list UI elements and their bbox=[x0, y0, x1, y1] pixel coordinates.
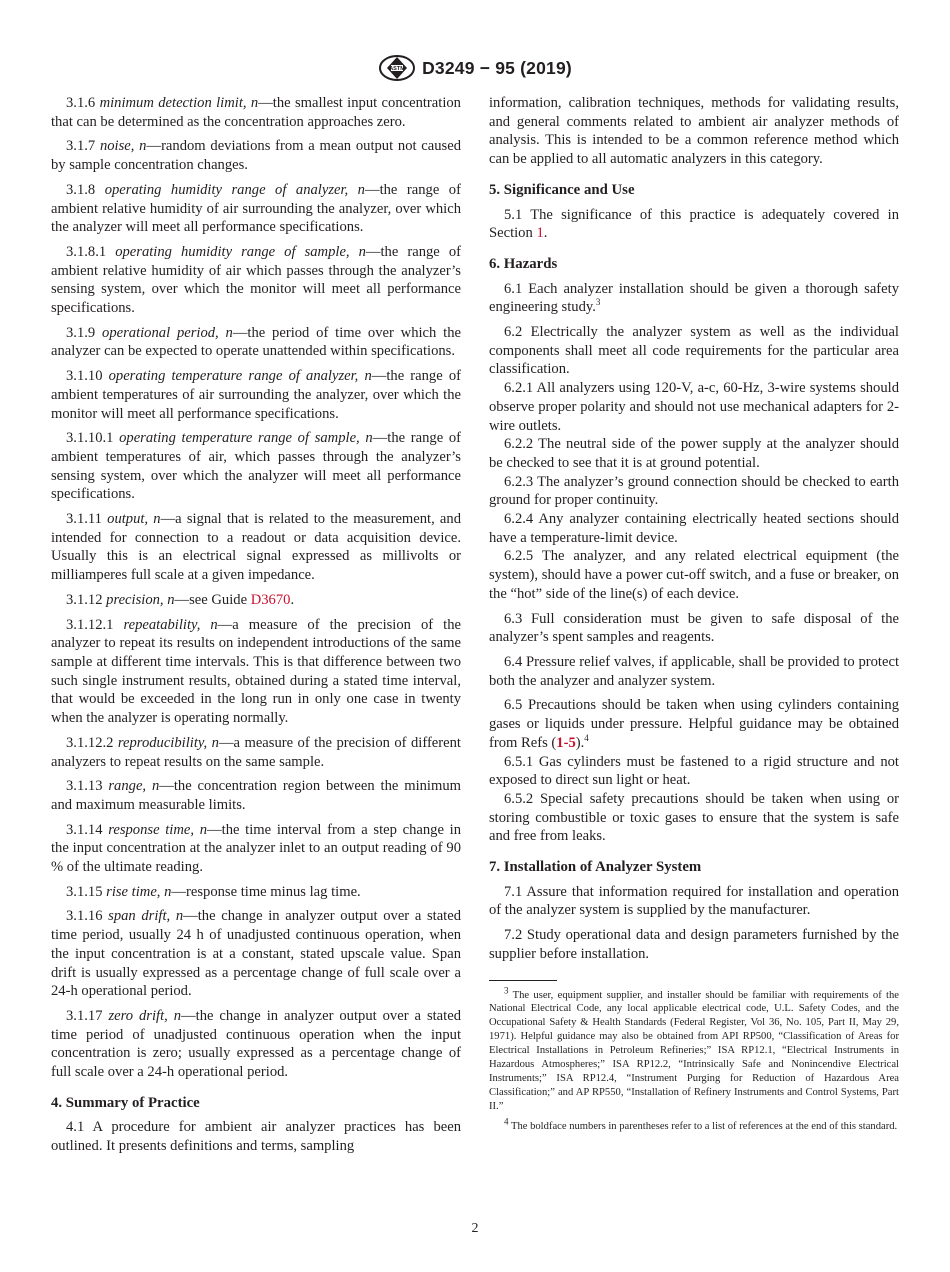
paragraph-text: —the concentration region between the minimum and maximum measurable limits. bbox=[51, 778, 461, 813]
paragraph bbox=[489, 696, 899, 752]
paragraph-text-end: ). bbox=[575, 734, 585, 751]
clause-number: 3.1.7 bbox=[66, 138, 96, 155]
svg-text:ASTM: ASTM bbox=[389, 66, 405, 72]
section-heading: 7. Installation of Analyzer System bbox=[489, 859, 702, 876]
clause-number: 3.1.8 bbox=[66, 181, 96, 198]
paragraph bbox=[489, 610, 899, 647]
defined-term: response time, n bbox=[108, 821, 208, 838]
definition-paragraph bbox=[51, 777, 461, 814]
paragraph bbox=[489, 323, 899, 379]
definition-paragraph bbox=[51, 591, 461, 610]
paragraph-text: 6.2.5 The analyzer, and any related electrical equipment (the system), should have a power cut-off switch, and a fuse or breaker, on the “hot” side of the line(s) of each device. bbox=[489, 548, 899, 602]
defined-term: operating humidity range of analyzer, n bbox=[104, 181, 365, 198]
paragraph-text: 6.5 Precautions should be taken when using cylinders containing gases or liquids under pressure. Helpful guidance may be obtained from Refs ( bbox=[489, 697, 899, 751]
paragraph-text: 6.2.1 All analyzers using 120-V, a-c, 60-Hz, 3-wire systems should observe proper polarity and should not use mechanical adapters for 2-wire outlets. bbox=[489, 380, 899, 434]
paragraph bbox=[489, 280, 899, 317]
defined-term: output, n bbox=[107, 511, 161, 528]
definition-paragraph bbox=[51, 616, 461, 728]
paragraph-text: 4.1 A procedure for ambient air analyzer practices has been outlined. It presents definitions and terms, sampling bbox=[51, 1119, 461, 1155]
definition-paragraph bbox=[51, 510, 461, 585]
paragraph-text: —random deviations from a mean output not caused by sample concentration changes. bbox=[51, 138, 462, 174]
defined-term: operational period, n bbox=[102, 324, 233, 341]
cross-reference-link[interactable]: D3670 bbox=[250, 591, 291, 608]
section-heading: 4. Summary of Practice bbox=[51, 1094, 200, 1111]
footnote-divider bbox=[489, 980, 557, 981]
clause-number: 3.1.17 bbox=[66, 1007, 103, 1024]
paragraph-text: —a measure of the precision of different analyzers to repeat results on the same sample. bbox=[51, 734, 461, 770]
defined-term: repeatability, n bbox=[123, 616, 218, 633]
definition-paragraph bbox=[51, 94, 461, 131]
paragraph-text: —a signal that is related to the measurement, and intended for connection to a readout or data acquisition device. Usually this is an electrical signal expressed as millivolts or milliamperes full scale at a given impedance. bbox=[51, 511, 461, 584]
defined-term: zero drift, n bbox=[108, 1007, 182, 1024]
definition-paragraph bbox=[51, 1007, 461, 1082]
paragraph bbox=[489, 753, 899, 790]
clause-number: 3.1.11 bbox=[66, 511, 102, 528]
paragraph bbox=[489, 94, 899, 169]
clause-number: 3.1.12.1 bbox=[66, 616, 114, 633]
section-heading: 5. Significance and Use bbox=[489, 181, 635, 198]
clause-number: 3.1.12.2 bbox=[66, 734, 114, 751]
paragraph-text: —the range of ambient temperatures of air, which passes through the analyzer’s sensing system, over which the analyzer will meet all performance specifications. bbox=[51, 430, 461, 503]
footnote-text: The boldface numbers in parentheses refer to a list of references at the end of this standard. bbox=[510, 1120, 898, 1132]
paragraph-text: —the range of ambient relative humidity of air which passes through the analyzer’s sensing system, over which the monitor will meet all performance specifications. bbox=[51, 243, 461, 317]
paragraph-text: —see Guide bbox=[174, 591, 251, 608]
paragraph-text-end: . bbox=[290, 591, 295, 608]
paragraph-text: —the smallest input concentration that can be determined as the concentration approaches zero. bbox=[51, 95, 461, 130]
paragraph bbox=[489, 473, 899, 510]
footnote-marker[interactable]: 3 bbox=[595, 297, 601, 308]
paragraph-text-end: . bbox=[543, 225, 548, 242]
document-id: D3249 − 95 (2019) bbox=[422, 57, 572, 78]
paragraph bbox=[489, 547, 899, 603]
page-header bbox=[0, 52, 950, 84]
right-column bbox=[489, 94, 899, 1140]
paragraph-text: 5.1 The significance of this practice is adequately covered in Section bbox=[489, 206, 899, 242]
definition-paragraph bbox=[51, 734, 461, 771]
defined-term: range, n bbox=[108, 778, 160, 795]
defined-term: precision, n bbox=[106, 591, 175, 608]
left-column bbox=[51, 94, 461, 1162]
footnote-text: The user, equipment supplier, and installer should be familiar with requirements of the National Electrical Code, any local applicable electrical code, U.L. Safety Codes, and the Occupational Safety & Health Standards (Federal Register, Vol 36, No. 105, Part II, May 29, 1971). Helpful guidance may also be obtained from API RP500, “Classification of Areas for Electrical Installations in Petroleum Refineries;” ISA RP12.1, “Electrical Instruments in Hazardous Atmospheres;” ISA RP12.2, “Intrinsically Safe and Nonincendive Electrical Instruments;” ISA RP12.4, “Instrument Purging for Reduction of Hazardous Area Classification;” and AP RP550, “Installation of Refinery Instruments and Control Systems, Part II.” bbox=[489, 989, 899, 1112]
section-heading: 6. Hazards bbox=[489, 255, 558, 272]
paragraph-text: 6.2.4 Any analyzer containing electrically heated sections should have a temperature-limit device. bbox=[489, 511, 899, 546]
paragraph bbox=[489, 379, 899, 435]
paragraph bbox=[489, 510, 899, 547]
paragraph-text: —the range of ambient relative humidity of air surrounding the analyzer, over which the analyzer will meet all performance specifications. bbox=[51, 181, 461, 236]
definition-paragraph bbox=[51, 429, 461, 504]
definition-paragraph bbox=[51, 367, 461, 423]
cross-reference-link[interactable]: 1 bbox=[536, 225, 544, 242]
paragraph-text: 6.5.2 Special safety precautions should be taken when using or storing combustible or toxic gases to ensure that the system is safe and free from leaks. bbox=[489, 790, 899, 845]
definition-paragraph bbox=[51, 821, 461, 877]
defined-term: rise time, n bbox=[106, 883, 172, 900]
paragraph-text: 6.2 Electrically the analyzer system as well as the individual components shall meet all code requirements for the particular area classification. bbox=[489, 324, 899, 378]
footnote-number: 4 bbox=[504, 1116, 509, 1127]
paragraph-text: 7.1 Assure that information required for installation and operation of the analyzer system is supplied by the manufacturer. bbox=[489, 883, 899, 919]
footnote-marker[interactable]: 4 bbox=[584, 732, 589, 743]
paragraph bbox=[489, 790, 899, 846]
definition-paragraph bbox=[51, 137, 461, 174]
paragraph-text: —the change in analyzer output over a stated time period, usually 24 h of unadjusted continuous operation, when the input concentration is at a constant, stated upscale value. Span drift is usually expressed as a percentage change of full scale over a 24-h operational period. bbox=[51, 908, 462, 1000]
reference-link[interactable]: 1-5 bbox=[556, 734, 576, 751]
paragraph-text: 6.2.2 The neutral side of the power supply at the analyzer should be checked to see that it is at ground potential. bbox=[489, 436, 899, 471]
paragraph bbox=[489, 883, 899, 920]
paragraph-text: —the time interval from a step change in the input concentration at the analyzer inlet to an output reading of 90 % of the ultimate reading. bbox=[51, 821, 461, 876]
definition-paragraph bbox=[51, 243, 461, 318]
definition-paragraph bbox=[51, 181, 461, 237]
paragraph-text: 6.1 Each analyzer installation should be given a thorough safety engineering study. bbox=[489, 280, 899, 316]
clause-number: 3.1.15 bbox=[66, 883, 103, 900]
clause-number: 3.1.6 bbox=[66, 95, 96, 111]
paragraph-text: —response time minus lag time. bbox=[171, 883, 361, 900]
paragraph bbox=[489, 926, 899, 963]
paragraph bbox=[489, 653, 899, 690]
paragraph bbox=[489, 435, 899, 472]
page-number: 2 bbox=[471, 1221, 479, 1236]
footnote-number: 3 bbox=[504, 985, 509, 995]
definition-paragraph bbox=[51, 907, 461, 1001]
definition-paragraph bbox=[51, 324, 461, 361]
clause-number: 3.1.16 bbox=[66, 908, 103, 925]
defined-term: reproducibility, n bbox=[117, 734, 219, 751]
footnote bbox=[489, 985, 899, 1114]
astm-logo-icon bbox=[378, 53, 416, 83]
right-column-body bbox=[489, 94, 899, 964]
footnotes bbox=[489, 985, 899, 1134]
definition-paragraph bbox=[51, 883, 461, 902]
clause-number: 3.1.9 bbox=[66, 324, 96, 341]
paragraph-text: 6.2.3 The analyzer’s ground connection should be checked to earth ground for proper continuity. bbox=[489, 473, 899, 509]
defined-term: span drift, n bbox=[108, 908, 184, 925]
paragraph-text: information, calibration techniques, methods for validating results, and general comments related to ambient air analyzer methods of analysis. This is intended to be a common reference method which can be applied to all automatic analyzers in this category. bbox=[489, 95, 899, 168]
paragraph-text: —the period of time over which the analyzer can be expected to operate unattended within specifications. bbox=[51, 324, 461, 360]
paragraph bbox=[51, 1118, 461, 1155]
defined-term: noise, n bbox=[99, 138, 147, 155]
paragraph-text: 6.3 Full consideration must be given to safe disposal of the analyzer’s spent samples and reagents. bbox=[489, 610, 899, 646]
clause-number: 3.1.14 bbox=[66, 821, 103, 838]
paragraph-text: —a measure of the precision of the analyzer to repeat its results on independent introductions of the same sample at different time intervals. This is that difference between two such single instrument results, obtained during a stated time interval, that would be exceeded in the long run in only one case in twenty when the analyzer is operating normally. bbox=[51, 616, 461, 727]
paragraph-text: 6.5.1 Gas cylinders must be fastened to a rigid structure and not exposed to direct sun light or heat. bbox=[489, 753, 899, 789]
defined-term: operating humidity range of sample, n bbox=[115, 243, 366, 260]
clause-number: 3.1.10 bbox=[66, 368, 103, 385]
defined-term: operating temperature range of analyzer, n bbox=[108, 368, 372, 385]
paragraph-text: —the change in analyzer output over a stated time period of unadjusted continuous operation when the input concentration is zero; usually expressed as a percentage change of full scale over a 24-h operational period. bbox=[51, 1007, 461, 1081]
clause-number: 3.1.8.1 bbox=[66, 243, 107, 260]
clause-number: 3.1.10.1 bbox=[66, 430, 114, 447]
footnote bbox=[489, 1116, 899, 1134]
defined-term: operating temperature range of sample, n bbox=[119, 430, 373, 447]
clause-number: 3.1.12 bbox=[66, 591, 103, 608]
clause-number: 3.1.13 bbox=[66, 778, 103, 795]
paragraph-text: 6.4 Pressure relief valves, if applicable, shall be provided to protect both the analyzer and analyzer system. bbox=[489, 653, 899, 689]
paragraph-text: —the range of ambient temperatures of air surrounding the analyzer, over which the monitor will meet all performance specifications. bbox=[51, 368, 461, 422]
defined-term: minimum detection limit, n bbox=[99, 95, 259, 111]
paragraph bbox=[489, 206, 899, 243]
paragraph-text: 7.2 Study operational data and design parameters furnished by the supplier before installation. bbox=[489, 927, 899, 962]
